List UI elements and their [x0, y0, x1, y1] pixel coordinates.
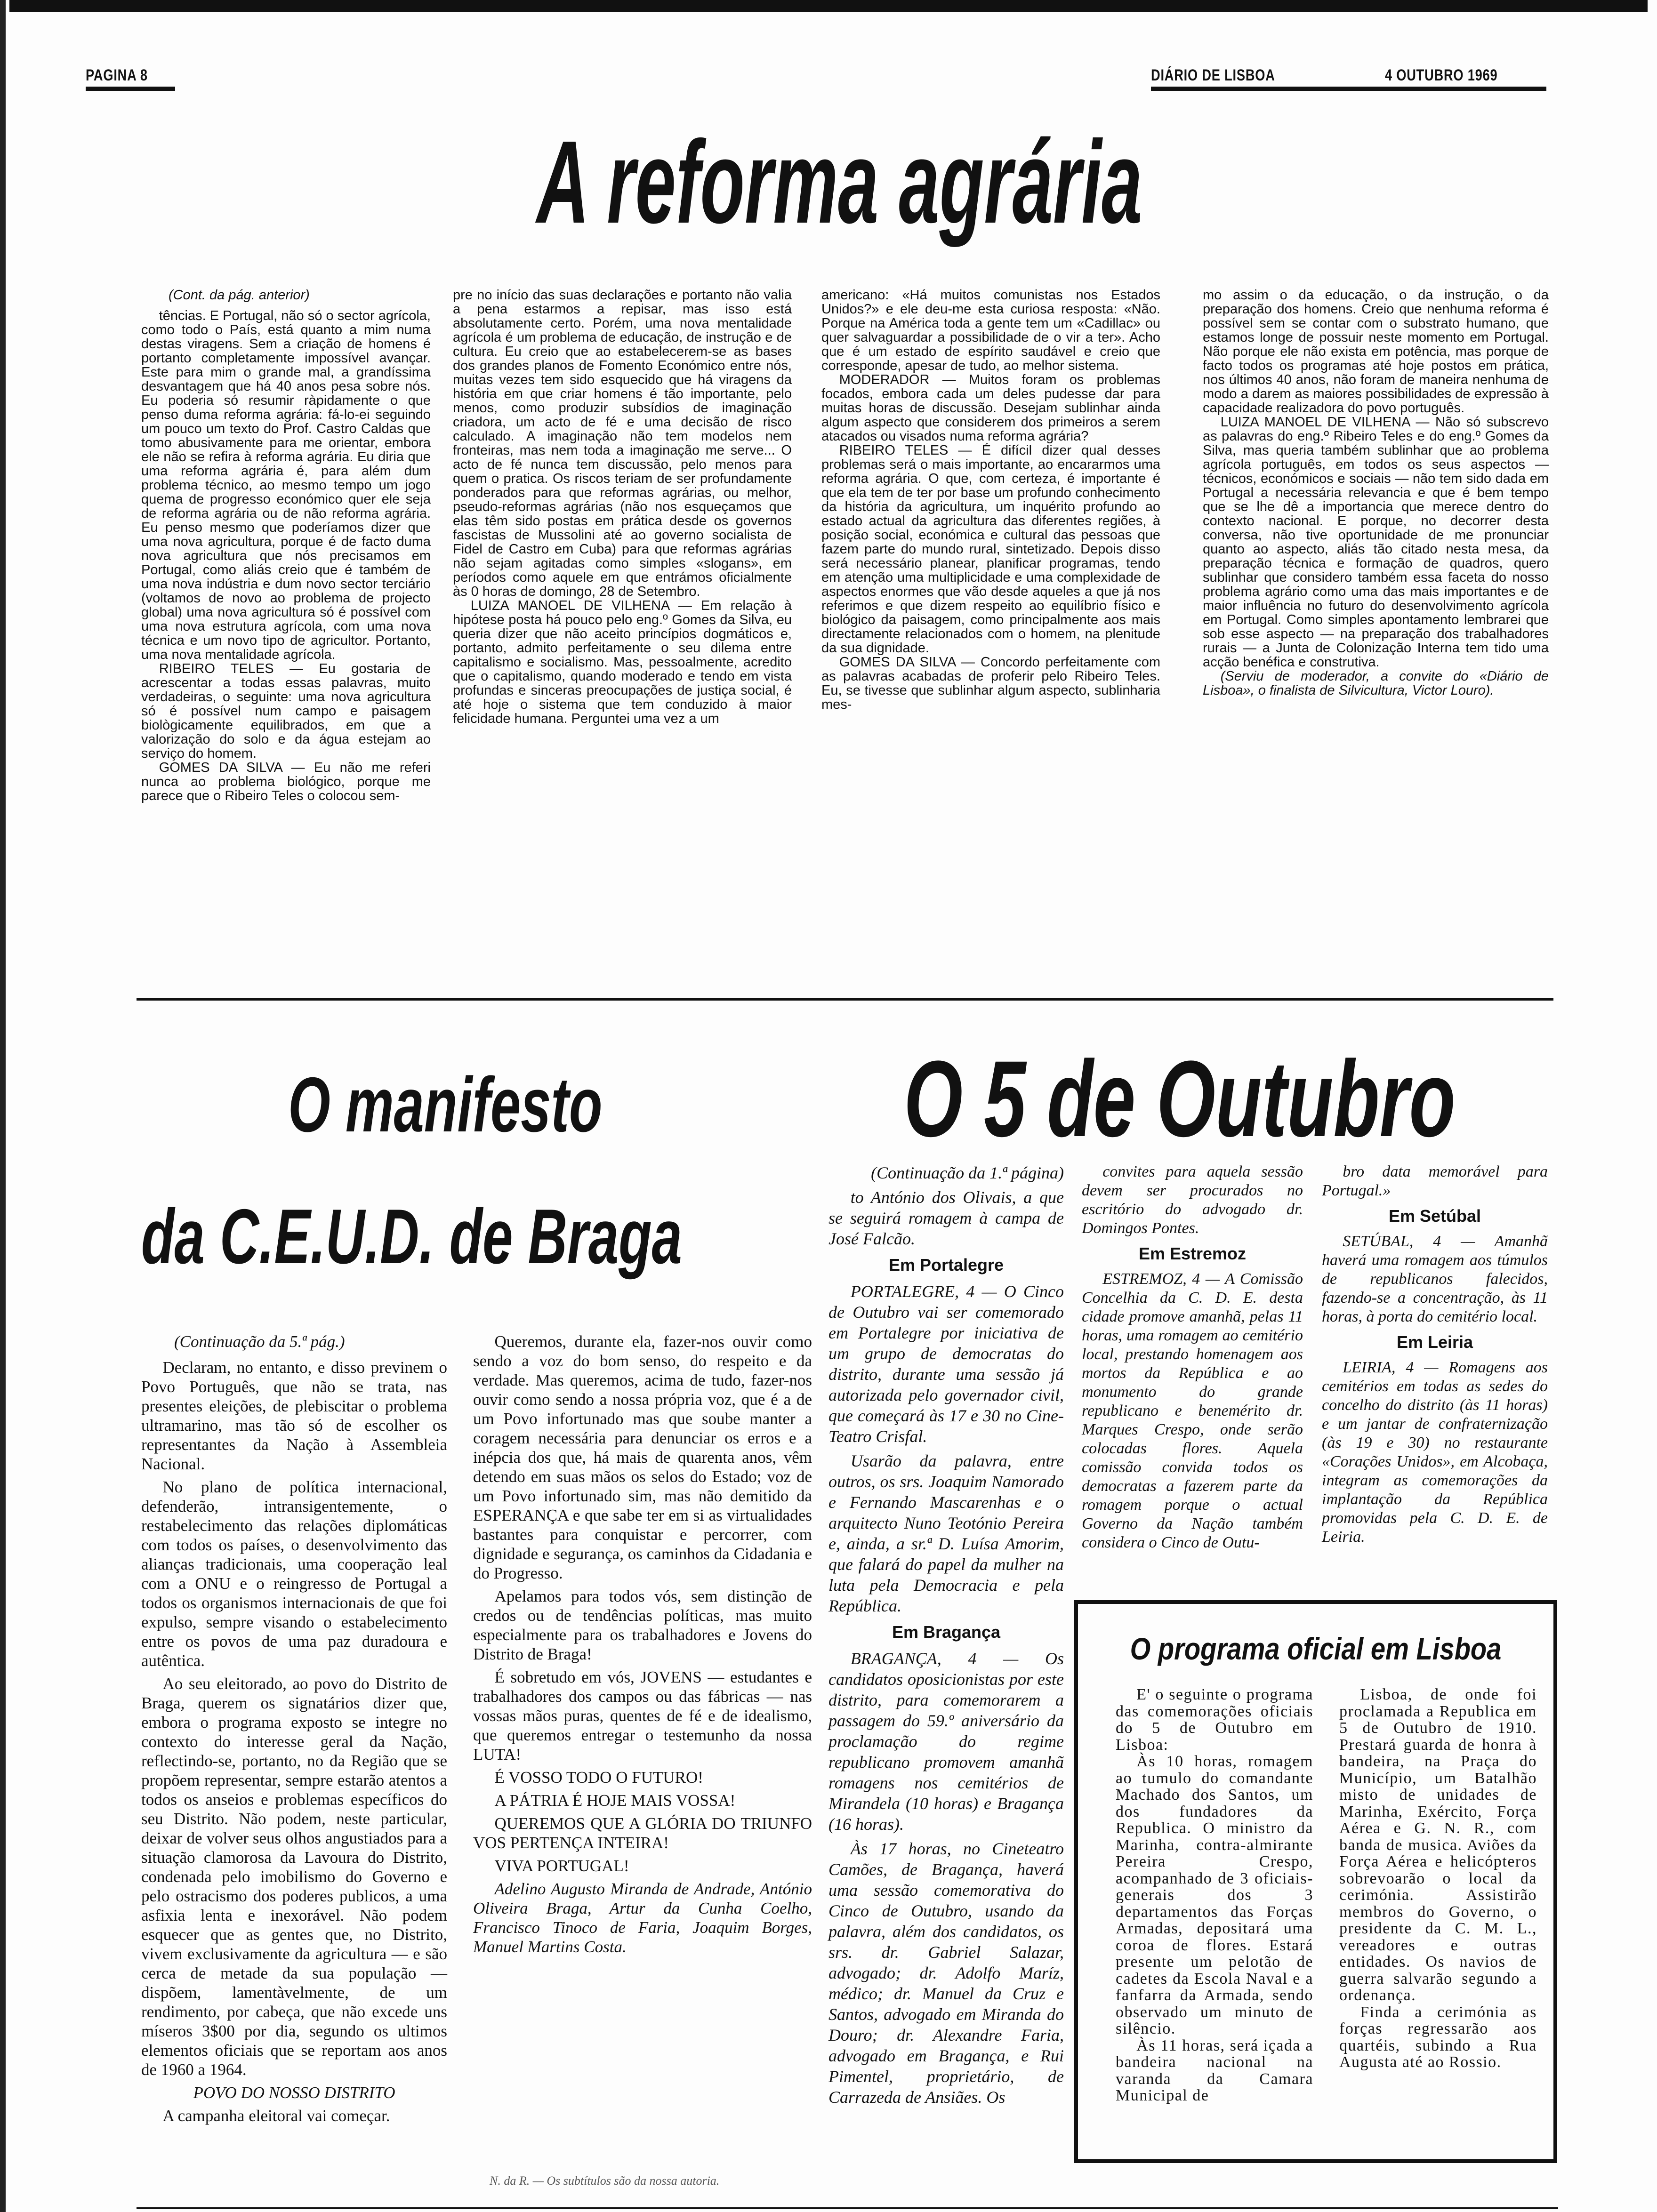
editor-note: N. da R. — Os subtítulos são da nossa autoria.	[490, 2174, 720, 2188]
reforma-column-4	[1203, 288, 1549, 697]
programa-title: O programa oficial em Lisboa	[1130, 1631, 1502, 1666]
issue-date: 4 OUTUBRO 1969	[1385, 66, 1498, 84]
subheading: Em Leiria	[1396, 1332, 1473, 1352]
programa-title-wrap	[1078, 1632, 1553, 1665]
paragraph: bro data memorável para Portugal.»	[1322, 1163, 1548, 1199]
programa-box	[1074, 1600, 1557, 2163]
paragraph: SETÚBAL, 4 — Amanhã haverá uma romagem aos túmulos de republicanos falecidos, fazendo-se a concentração, às 11 horas, à porta do cemitério local.	[1322, 1233, 1548, 1325]
paragraph: PORTALEGRE, 4 — O Cinco de Outubro vai ser comemorado em Portalegre por iniciativa de um grupo de democratas do distrito, durante uma sessão já autorizada pelo governador civil, que começará às 17 e 30 no Cine-Teatro Crisfal.	[828, 1282, 1064, 1446]
page-left-edge	[0, 0, 6, 2212]
outubro-column-3	[1322, 1162, 1548, 1550]
paragraph: (Continuação da 1.ª página)	[871, 1163, 1064, 1182]
paragraph: No plano de política internacional, defenderão, intransigentemente, o restabelecimento das relações diplomáticas com todos os países, o desenvolvimento das alianças tradicionais, uma cooperação leal com a ONU e o reingresso de Portugal a todos os organismos internacionais de que foi expulso, sempre visando o estabelecimento entre os povos de uma paz duradoura e autêntica.	[141, 1478, 447, 1670]
paragraph: pre no início das suas declarações e portanto não valia a pena estarmos a repisar, mas isso está absolutamente certo. Porém, uma nova mentalidade agrícola é um problema de educação, de instrução e de cultura. Eu creio que ao estabelecerem-se as bases dos grandes planos de Fomento Económico entre nós, muitas vezes tem sido esquecido que há viragens da história em que criar homens é tão importante, pelo menos, como produzir subsídios de imaginação criadora, um acto de fé e uma decisão de risco calculado. A imaginação não tem modelos nem fronteiras, mas nem toda a imaginação me serve... O acto de fé nunca tem discussão, pelo menos para quem o pratica. Os riscos teriam de ser profundamente ponderados para que reformas agrárias, ou melhor, pseudo-reformas agrárias (não nos esqueçamos que elas têm sido postas em prática desde os governos fascistas de Mussolini até ao governo socialista de Fidel de Castro em Cuba) para que reformas agrárias não sejam agitadas como simples «slogans», em períodos como aquele em que entrámos oficialmente às 0 horas de domingo, 28 de Setembro.	[453, 288, 792, 599]
paragraph: Às 17 horas, no Cineteatro Camões, de Bragança, haverá uma sessão comemorativa do Cinco de Outubro, usando da palavra, além dos candidatos, os srs. dr. Gabriel Salazar, advogado; dr. Adolfo Maríz, médico; dr. Manuel da Cruz e Santos, advogado em Miranda do Douro; dr. Alexandre Faria, advogado em Bragança, e Rui Pimentel, proprietário, de Carrazeda de Ansiães. Os	[828, 1839, 1064, 2107]
paragraph: Às 11 horas, será içada a bandeira nacional na varanda da Camara Municipal de	[1116, 2036, 1313, 2104]
paragraph: Declaram, no entanto, e disso previnem o Povo Português, que não se trata, nas presentes eleições, de plebiscitar o problema ultramarino, mas tão só de escolher os representantes da Nação à Assembleia Nacional.	[141, 1358, 447, 1473]
paragraph: convites para aquela sessão devem ser procurados no escritório do advogado dr. Domingos Pontes.	[1082, 1163, 1303, 1237]
header-rule	[1151, 87, 1546, 91]
paragraph: GOMES DA SILVA — Eu não me referi nunca ao problema biológico, porque me parece que o Ribeiro Teles o colocou sem-	[141, 760, 431, 803]
paragraph: E' o seguinte o programa das comemorações oficiais do 5 de Outubro em Lisboa:	[1116, 1686, 1313, 1754]
outubro-column-2	[1082, 1162, 1303, 1556]
paragraph: RIBEIRO TELES — É difícil dizer qual desses problemas será o mais importante, ao encararmos uma reforma agrária. O que, com certeza, é importante é que ela tem de ter por base um profundo conhecimento da história da agricultura, um inquérito profundo ao estado actual da agricultura das diferentes regiões, à posição social, económica e cultural das pessoas que fazem parte do mundo rural, sintetizado. Depois disso será necessário planear, planificar programas, tendo em atenção uma multiplicidade e uma complexidade de aspectos enormes que vão desde aqueles a que já nos referimos e que dizem respeito ao equilíbrio físico e biológico da paisagem, como principalmente aos mais directamente relacionados com o homem, na plenitude da sua dignidade.	[821, 443, 1160, 656]
subheading: Em Estremoz	[1138, 1244, 1247, 1263]
manifesto-column-1	[141, 1332, 447, 2129]
section-divider	[137, 998, 1553, 1001]
paragraph: A PÁTRIA É HOJE MAIS VOSSA!	[494, 1791, 736, 1810]
bottom-rule	[137, 2207, 1558, 2209]
paragraph: BRAGANÇA, 4 — Os candidatos oposicionistas por este distrito, para comemorarem a passagem do 59.º aniversário da proclamação do regime republicano promovem amanhã romagens nos cemitérios de Mirandela (10 horas) e Bragança (16 horas).	[828, 1649, 1064, 1834]
reforma-column-1	[141, 288, 431, 803]
paragraph: VIVA PORTUGAL!	[494, 1857, 629, 1875]
programa-column-2	[1339, 1686, 1537, 2071]
paragraph: Adelino Augusto Miranda de Andrade, António Oliveira Braga, Artur da Cunha Coelho, Francisco Tinoco de Faria, Joaquim Borges, Manuel Martins Costa.	[473, 1880, 812, 1956]
page-number-rule	[86, 87, 175, 91]
programa-column-1	[1116, 1686, 1313, 2104]
paragraph: ESTREMOZ, 4 — A Comissão Concelhia da C. D. E. desta cidade promove amanhã, pelas 11 horas, uma romagem ao cemitério local, prestando homenagem aos mortos da República e ao monumento do grande republicano e benemérito dr. Marques Crespo, onde serão colocadas flores. Aquela comissão convida todos os democratas a fazerem parte da romagem porque o actual Governo da Nação também considera o Cinco de Outu-	[1082, 1270, 1303, 1551]
reforma-headline: A reforma agrária	[537, 116, 1142, 248]
paragraph: RIBEIRO TELES — Eu gostaria de acrescentar a todas essas palavras, muito verdadeiras, o seguinte: uma nova agricultura só é possível num campo e paisagem biològicamente equilibrados, em que a valorização do solo e da água estejam ao serviço do homem.	[141, 661, 431, 761]
paragraph: (Serviu de moderador, a convite do «Diário de Lisboa», o finalista de Silvicultura, Victor Louro).	[1203, 669, 1549, 698]
paragraph: Às 10 horas, romagem ao tumulo do comandante Machado dos Santos, um dos fundadores da Republica. O ministro da Marinha, contra-almirante Pereira Crespo, acompanhado de 3 oficiais-generais dos 3 departamentos das Forças Armadas, depositará uma coroa de flores. Estará presente um pelotão de cadetes da Escola Naval e a fanfarra da Armada, sendo observado um minuto de silêncio.	[1116, 1753, 1313, 2037]
manifesto-headline-line1: O manifesto	[288, 1061, 603, 1148]
reforma-column-3	[821, 288, 1160, 712]
outubro-headline: O 5 de Outubro	[904, 1038, 1456, 1159]
paragraph: (Continuação da 5.ª pág.)	[174, 1332, 345, 1351]
paragraph: to António dos Olivais, a que se seguirá romagem à campa de José Falcão.	[828, 1188, 1064, 1248]
paragraph: Queremos, durante ela, fazer-nos ouvir como sendo a voz do bom senso, do respeito e da verdade. Mas queremos, acima de tudo, fazer-nos ouvir como sendo a nossa própria voz, que é a de um Povo infortunado mas que soube manter a coragem necessária para denunciar os erros e a inépcia dos que, há mais de quarenta anos, vêm detendo em suas mãos os selos do Estado; voz de um Povo infortunado sim, mas não demitido da ESPERANÇA e que sabe ter em si as virtualidades bastantes para conquistar e percorrer, com dignidade e segurança, os caminhos da Cidadania e do Progresso.	[473, 1332, 812, 1582]
paragraph: mo assim o da educação, o da instrução, o da preparação dos homens. Creio que nenhuma reforma é possível sem se contar com o substrato humano, que estamos longe de possuir neste momento em Portugal. Não porque ele não exista em potência, mas porque de facto todos os programas até hoje postos em prática, nos últimos 40 anos, não foram de maneira nenhuma de modo a darem as maiores possibilidades de expressão à capacidade realizadora do povo português.	[1203, 288, 1549, 416]
manifesto-headline-line2: da C.E.U.D. de Braga	[141, 1193, 682, 1280]
paragraph: Usarão da palavra, entre outros, os srs. Joaquim Namorado e Fernando Mascarenhas e o arquitecto Nuno Teotónio Pereira e, ainda, a sr.ª D. Luísa Amorim, que falará do papel da mulher na luta pela Democracia e pela República.	[828, 1451, 1064, 1615]
subheading: Em Bragança	[892, 1622, 1001, 1642]
paragraph: É sobretudo em vós, JOVENS — estudantes e trabalhadores dos campos ou das fábricas — nas vossas mãos puras, quentes de fé e de idealismo, que queremos entregar o testemunho da nossa LUTA!	[473, 1668, 812, 1763]
reforma-column-2	[453, 288, 792, 726]
paragraph: americano: «Há muitos comunistas nos Estados Unidos?» e ele deu-me esta curiosa resposta: «Não. Porque na América toda a gente tem um «Cadillac» ou quer salvaguardar a possibilidade de o vir a ter». Acho que é um estado de espírito saudável e creio que corresponde, apesar de tudo, ao melhor sistema.	[821, 288, 1160, 373]
paragraph: tências. E Portugal, não só o sector agrícola, como todo o País, está quanto a mim numa destas viragens. Sem a criação de homens é portanto completamente impossível avançar. Este para mim o grande mal, a grandíssima desvantagem que há 40 anos pesa sobre nós. Eu poderia só resumir ràpidamente o que penso duma reforma agrária: fá-lo-ei seguindo um pouco um texto do Prof. Castro Caldas que tomo abusivamente para me orientar, embora ele não se refira à reforma agrária. Eu diria que uma reforma agrária é, para além dum problema técnico, ao mesmo tempo um jogo quema de progresso económico quer ele seja de reforma agrária ou de não reforma agrária. Eu penso mesmo que poderíamos dizer que uma nova agricultura, porque é de facto duma nova agricultura que nós precisamos em Portugal, como aliás creio que é também de uma nova indústria e dum novo sector terciário (voltamos de novo ao problema de projecto global) uma nova agricultura só é possível com uma nova estrutura agrícola, com uma nova técnica e um novo tipo de agricultor. Portanto, uma nova mentalidade agrícola.	[141, 308, 431, 662]
paragraph: É VOSSO TODO O FUTURO!	[494, 1768, 703, 1787]
paragraph: Ao seu eleitorado, ao povo do Distrito de Braga, querem os signatários dizer que, embora o programa exposto se integre no contexto do interesse geral da Nação, reflectindo-se, portanto, no da Região que se propõem representar, sempre estarão atentos a todos os anseios e problemas específicos do seu Distrito. Não podem, neste particular, deixar de volver seus olhos angustiados para a situação clamorosa da Lavoura do Distrito, condenada pelo imobilismo do Governo e pelo ostracismo dos poderes publicos, a uma asfixia lenta e inexorável. Não podem esquecer que as gentes que, no Distrito, vivem exclusivamente da agricultura — e são cerca de metade da sua população — dispõem, lamentàvelmente, de um rendimento, por cabeça, que não excede uns míseros 3$00 por dia, segundo os ultimos elementos oficiais que se reportam aos anos de 1960 a 1964.	[141, 1675, 447, 2079]
manifesto-column-2	[473, 1332, 812, 1960]
outubro-column-1	[828, 1162, 1064, 2111]
paragraph: (Cont. da pág. anterior)	[169, 288, 310, 303]
paragraph: LUIZA MANOEL DE VILHENA — Não só subscrevo as palavras do eng.º Ribeiro Teles e do eng.º Gomes da Silva, mas queria também sublinhar que ao problema agrícola português, em todos os seus aspectos — técnicos, económicos e sociais — não tem sido dada em Portugal a necessária relevancia e que é bem tempo que se lhe dê a importancia que merece dentro do contexto nacional. E porque, no decorrer desta conversa, não tive oportunidade de me pronunciar quanto ao aspecto, aliás tão citado nesta mesa, da preparação técnica e formação de quadros, quero sublinhar que considero também essa faceta do nosso problema agrário como uma das mais importantes e de maior influência no futuro do desenvolvimento agrícola em Portugal. Como simples apontamento lembrarei que sob esse aspecto — na preparação dos trabalhadores rurais — a Junta de Colonização Interna tem tido uma acção benéfica e construtiva.	[1203, 415, 1549, 670]
paragraph: A campanha eleitoral vai começar.	[162, 2107, 390, 2125]
paragraph: Apelamos para todos vós, sem distinção de credos ou de tendências políticas, mas muito especialmente para os trabalhadores e Jovens do Distrito de Braga!	[473, 1587, 812, 1663]
page-number: PAGINA 8	[86, 66, 148, 84]
subheading: Em Setúbal	[1388, 1206, 1481, 1226]
paragraph: Finda a cerimónia as forças regressarão aos quartéis, subindo a Rua Augusta até ao Rossio.	[1339, 2003, 1537, 2071]
page-top-border	[9, 0, 1648, 12]
paragraph: GOMES DA SILVA — Concordo perfeitamente com as palavras acabadas de proferir pelo Ribeiro Teles. Eu, se tivesse que sublinhar algum aspecto, sublinharia mes-	[821, 655, 1160, 712]
paragraph: LUIZA MANOEL DE VILHENA — Em relação à hipótese posta há pouco pelo eng.º Gomes da Silva, eu queria dizer que não aceito princípios dogmáticos e, portanto, admito perfeitamente o seu dilema entre capitalismo e socialismo. Mas, pessoalmente, acredito que o capitalismo, quando moderado e tendo em vista profundas e sinceras preocupações de justiça social, é até hoje o sistema que tem conduzido à maior felicidade humana. Perguntei uma vez a um	[453, 598, 792, 726]
newspaper-name: DIÁRIO DE LISBOA	[1151, 66, 1275, 84]
subheading: Em Portalegre	[888, 1255, 1004, 1274]
paragraph: MODERADOR — Muitos foram os problemas focados, embora cada um deles pudesse dar para muitas horas de discussão. Desejam sublinhar ainda algum aspecto que considerem dos primeiros a serem atacados ou visados numa reforma agrária?	[821, 372, 1160, 444]
paragraph: Lisboa, de onde foi proclamada a Republica em 5 de Outubro de 1910. Prestará guarda de honra à bandeira, na Praça do Município, um Batalhão misto de unidades de Marinha, Exército, Força Aérea e G. N. R., com banda de musica. Aviões da Força Aérea e helicópteros sobrevoarão o local da cerimónia. Assistirão membros do Governo, o presidente da C. M. L., vereadores e outras entidades. Os navios de guerra salvarão segundo a ordenança.	[1339, 1686, 1537, 2004]
paragraph: QUEREMOS QUE A GLÓRIA DO TRIUNFO VOS PERTENÇA INTEIRA!	[473, 1814, 812, 1852]
paragraph: LEIRIA, 4 — Romagens aos cemitérios em todas as sedes do concelho do distrito (às 11 horas) e um jantar de confraternização (às 19 e 30) no restaurante «Corações Unidos», em Alcobaça, integram as comemorações da implantação da República promovidas pela C. D. E. de Leiria.	[1322, 1359, 1548, 1546]
paragraph: POVO DO NOSSO DISTRITO	[193, 2084, 395, 2102]
